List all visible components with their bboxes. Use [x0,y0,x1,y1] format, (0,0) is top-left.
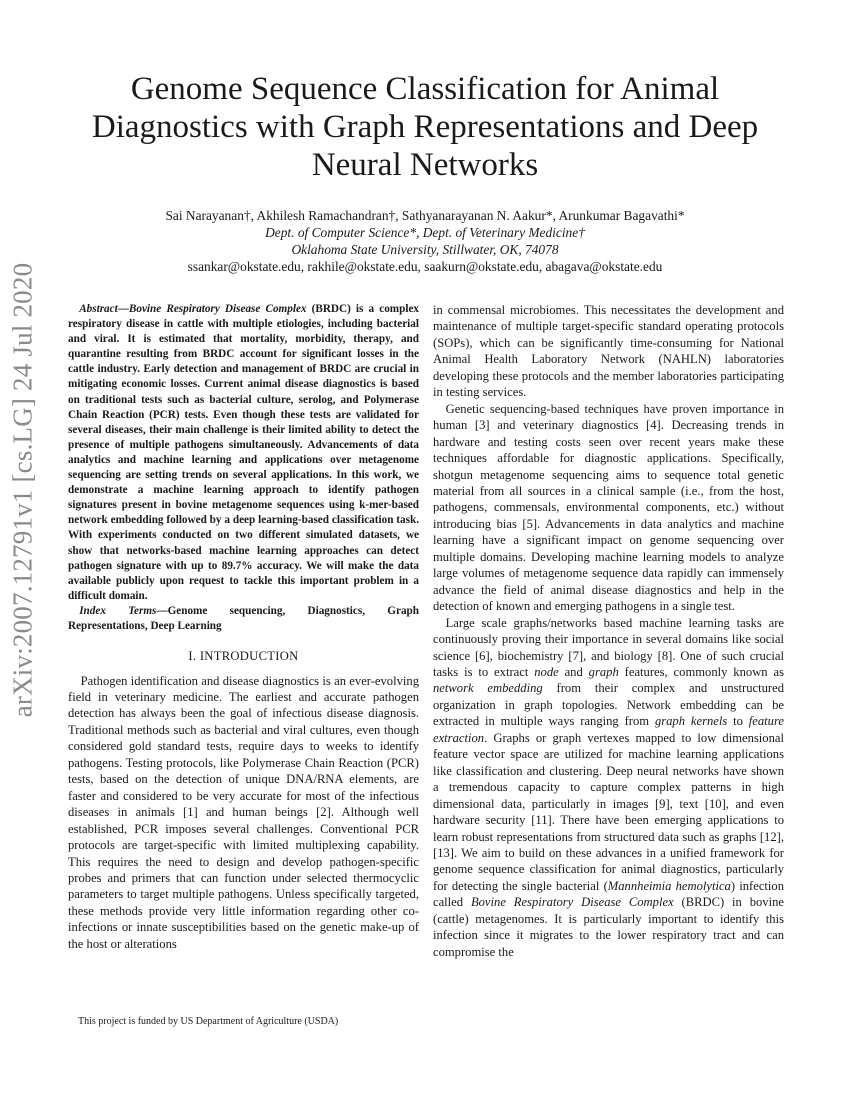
text-run: ) infection called [433,878,784,910]
right-paragraph-2: Genetic sequencing-based techniques have proven importance in human [3] and veterinary diagnostics [4]. Decreasing trends in hardware and testing costs seen over recent years make these techniques affordable for diagnostic applications. Specifically, shotgun metagenome sequencing aims to sequence total genetic material from all sources in a clinical sample (i.e., from the host, pathogens, commensals, environmental components, etc.) without introducing bias [5]. Advancements in data analytics and machine learning have a significant impact on genome sequencing over multiple domains. Developing machine learning models to analyze large volumes of metagenome sequence data rapidly can immensely advance the field of animal disease diagnostics and help in the detection of known and emerging pathogens in a single test. [433,401,784,614]
emphasis-brdc: Bovine Respiratory Disease Complex [470,895,674,910]
intro-paragraph-1: Pathogen identification and disease diagnostics is an ever-evolving field in veterinary medicine. The earliest and accurate pathogen detection has always been the goal of infectious disease diagnosis. Traditional methods such as bacterial and viral cultures, even though considered gold standard tests, require days to weeks to identify pathogens. Testing protocols, like Polymerase Chain Reaction (PCR) tests, based on the detection of unique DNA/RNA elements, are faster and considered to be very accurate for most of the infectious diseases in animals [1] and human beings [2]. Although well established, PCR imposes several challenges. Conventional PCR protocols are target-specific with limited multiplexing capability. This requires the need to design and develop pathogen-specific probes and primers that can function under selected thermocyclic parameters to target multiple pathogens. Unless specifically targeted, these methods provide very little information regarding other co-infections or innate susceptibilities based on the genetic make-up of the host or alterations [68,673,419,951]
title-line-2: Diagnostics with Graph Representations and Deep [91,109,759,145]
emphasis-feature-extraction: feature extraction [433,714,785,745]
text-run: Large scale graphs/networks based machine learning tasks are continuously proving their importance in several domains like social science [6], biochemistry [7], and biology [8]. One of such crucial tasks is to extract [433,615,784,679]
right-paragraph-1: in commensal microbiomes. This necessitates the development and maintenance of multiple target-specific standard operating protocols (SOPs), which can be significantly time-consuming for National Animal Health Laboratory Network (NAHLN) laboratories developing these protocols and the member laboratories participating in testing services. [433,303,784,400]
emphasis-graph: graph [588,664,619,679]
author-names: Sai Narayanan†, Akhilesh Ramachandran†, Sathyanarayanan N. Aakur*, Arunkumar Bagavathi* [165,208,685,223]
index-terms [68,604,419,634]
abstract [68,302,419,604]
title-line-1: Genome Sequence Classification for Animal [130,71,720,107]
right-column [433,302,784,960]
index-terms-text: —Genome sequencing, Diagnostics, Graph Representations, Deep Learning [68,604,419,632]
abstract-text: (BRDC) is a complex respiratory disease in cattle with multiple etiologies, including bacterial and viral. It is estimated that mortality, morbidity, therapy, and quarantine resulting from BRDC account for significant losses in the cattle industry. Early detection and management of BRDC are crucial in mitigating economic losses. Current animal disease diagnostics is based on traditional tests such as bacterial culture, serolog, and Polymerase Chain Reaction (PCR) tests. Even though these tests are validated for several diseases, their main challenge is their limited ability to detect the presence of multiple pathogens simultaneously. Advancements of data analytics and machine learning and applications over metagenome sequencing are setting trends on several applications. In this work, we demonstrate a machine learning approach to identify pathogen signatures present in bovine metagenome sequences using k-mer-based network embedding followed by a deep learning-based classification task. With experiments conducted on two different simulated datasets, we show that networks-based machine learning approaches can detect pathogen signature with up to 89.7% accuracy. We will make the data available publicly upon request to tackle this important problem in a difficult domain. [68,303,419,602]
author-block [60,207,790,275]
author-departments: Dept. of Computer Science*, Dept. of Veterinary Medicine† [265,225,585,240]
text-run: . Graphs or graph vertexes mapped to low dimensional feature vector space are utilized for machine learning applications like classification and clustering. Deep neural networks have shown a tremendous capacity to capture complex patterns in high dimensional data, particularly in images [9], text [10], and even hardware security [11]. There have been emerging applications to learn robust representations from structured data such as graphs [12], [13]. We aim to build on these advances in a unified framework for genome sequence classification for animal diagnostics, particularly for detecting the single bacterial ( [433,730,784,893]
author-university: Oklahoma State University, Stillwater, OK, 74078 [291,242,559,257]
emphasis-node: node [534,664,559,679]
paper-title [60,70,790,184]
abstract-lead: Abstract—Bovine Respiratory Disease Complex [79,303,307,315]
author-emails: ssankar@okstate.edu, rakhile@okstate.edu, saakurn@okstate.edu, abagava@okstate.edu [187,259,663,274]
funding-footnote: This project is funded by US Department of Agriculture (USDA) [78,1016,339,1027]
emphasis-network-embedding: network embedding [433,681,543,696]
text-run: features, commonly known as [618,664,784,679]
emphasis-mannheimia: Mannheimia hemolytica [607,878,731,893]
text-run: (BRDC) in bovine (cattle) metagenomes. It is particularly important to identify this infection since it migrates to the lower respiratory tract and can compromise the [433,895,784,959]
text-run: and [558,664,589,679]
arxiv-identifier: arXiv:2007.12791v1 [cs.LG] 24 Jul 2020 [7,262,38,718]
index-terms-lead: Index Terms [79,604,157,617]
text-run: to [727,714,749,729]
text-run: from their complex and unstructured organization in graph topologies. Network embedding can be extracted in multiple ways ranging from [433,681,784,729]
emphasis-graph-kernels: graph kernels [654,714,728,729]
title-line-3: Neural Networks [311,147,539,183]
left-column [68,302,419,952]
section-heading-introduction: I. INTRODUCTION [188,649,299,664]
arxiv-watermark [0,262,46,718]
right-paragraph-3 [433,615,784,961]
